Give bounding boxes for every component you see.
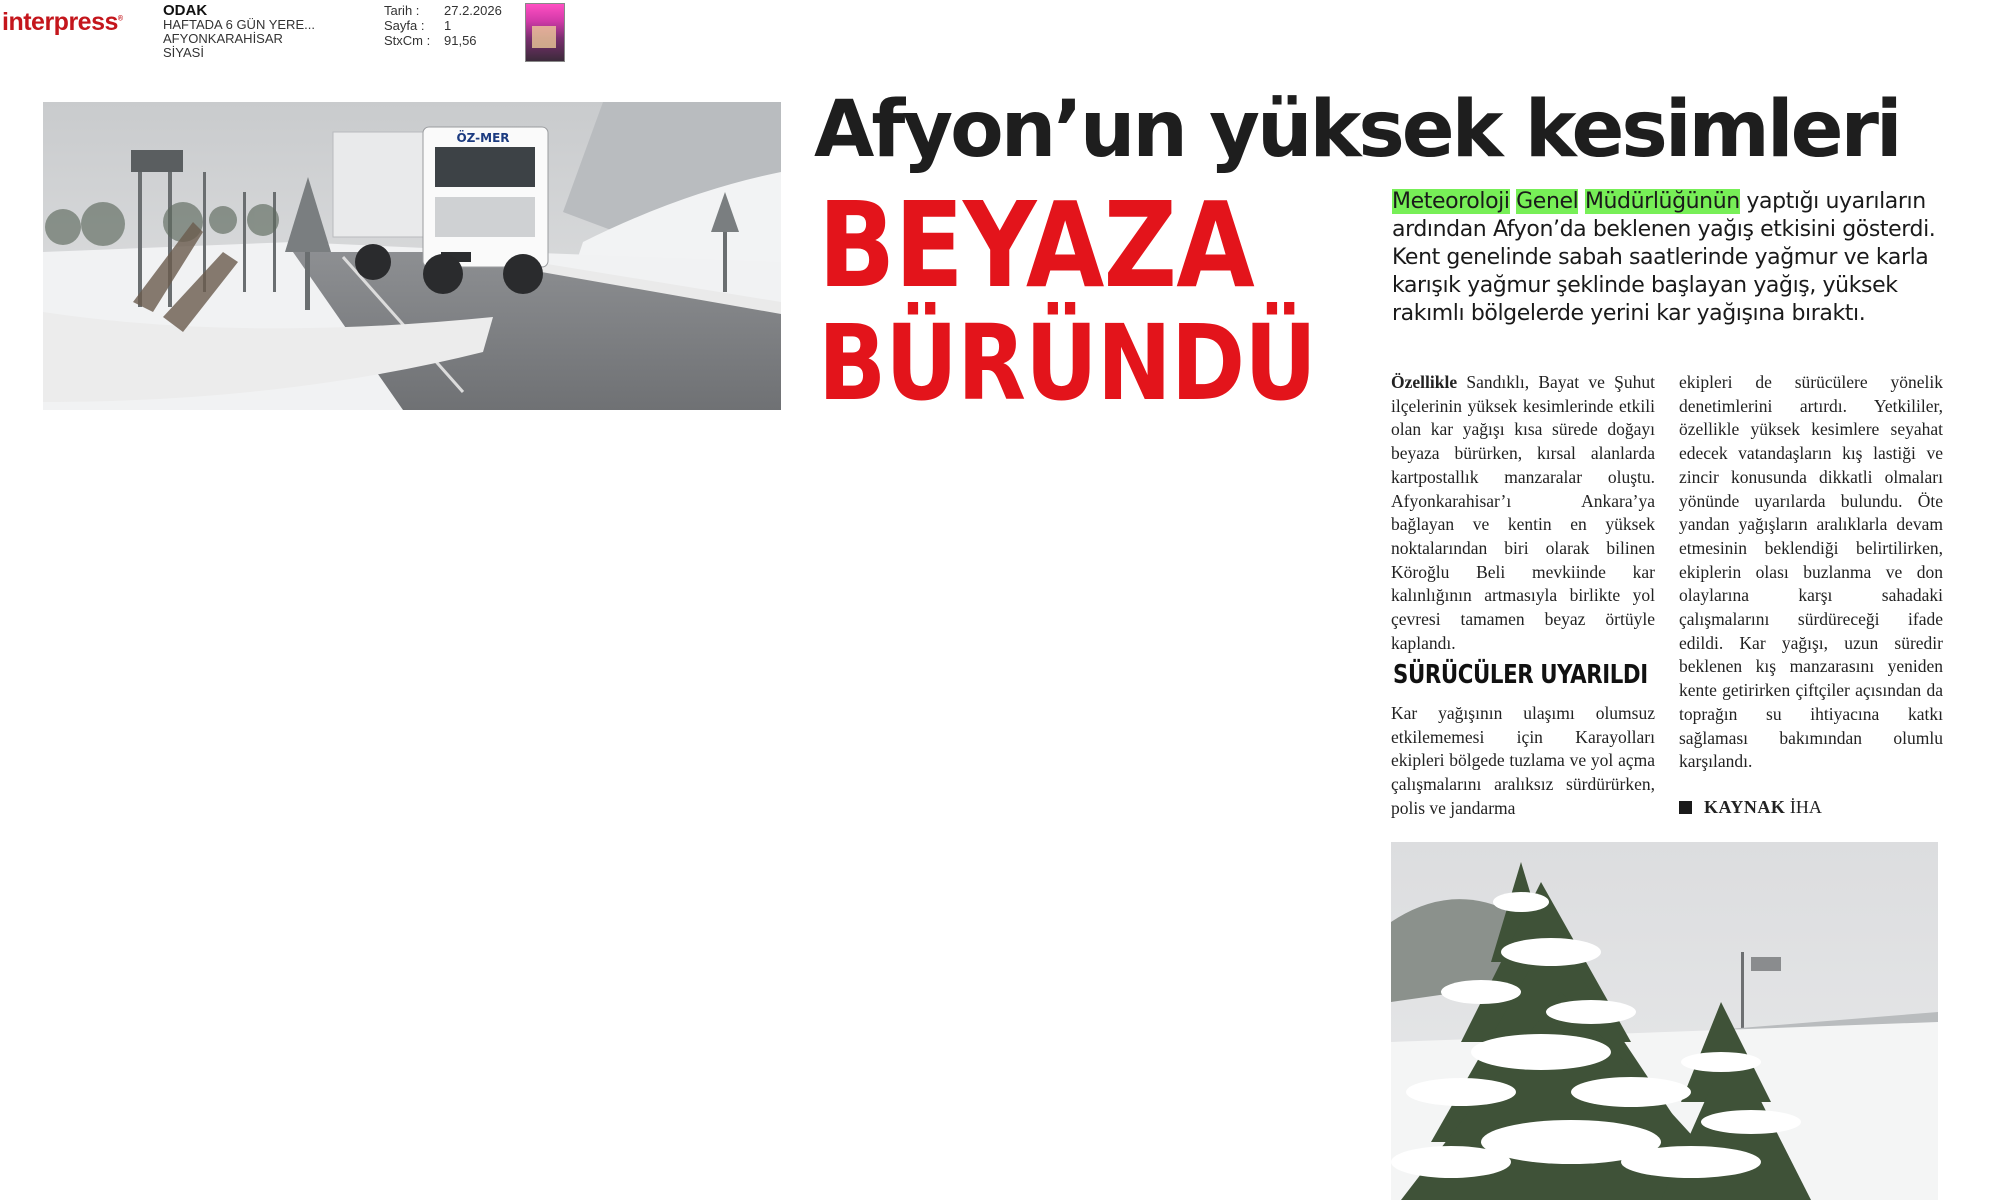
- body-paragraph-2: Kar yağışının ulaşımı olumsuz etkilememesi için Karayolları ekipleri bölgede tuzlama ve yol açma çalışmalarını aralıksız sürdürürken, polis ve jandarma: [1391, 703, 1655, 818]
- highlight-term: Meteoroloji: [1392, 189, 1510, 214]
- source-credit: [1679, 797, 1822, 818]
- headline-main-line2: BÜRÜNDÜ: [818, 302, 1317, 424]
- bullet-square-icon: [1679, 801, 1692, 814]
- interpress-logo: interpress®: [2, 8, 123, 36]
- publication-info: [163, 4, 315, 60]
- highlight-term: Müdürlüğünün: [1584, 189, 1740, 214]
- page-label: Sayfa :: [384, 18, 425, 33]
- source-label: KAYNAK: [1704, 797, 1786, 817]
- stxcm-label: StxCm :: [384, 33, 431, 48]
- clipping-header: [0, 0, 600, 70]
- date-label: Tarih :: [384, 3, 420, 18]
- lead-text: yaptığı uyarıların ardından Afyon’da beklenen yağış etkisini gösterdi. Kent genelinde sabah saatlerinde yağmur ve karla karışık yağmur şeklinde başlayan yağış, yüksek rakımlı bölgelerde yerini kar yağışına bıraktı.: [1392, 189, 1936, 326]
- page-value: 1: [444, 18, 452, 33]
- body-column-1: [1391, 371, 1655, 655]
- headline-kicker: Afyon’un yüksek kesimleri: [814, 85, 1900, 175]
- publication-name: ODAK: [163, 2, 208, 19]
- stxcm-value: 91,56: [444, 33, 477, 48]
- publication-city: AFYONKARAHİSAR: [163, 31, 283, 46]
- subheading: SÜRÜCÜLER UYARILDI: [1393, 660, 1648, 690]
- page-thumbnail[interactable]: [525, 3, 565, 62]
- date-value: 27.2.2026: [444, 3, 502, 18]
- publication-category: SİYASİ: [163, 45, 204, 60]
- headline-main-line1: BEYAZA: [818, 176, 1254, 314]
- lead-paragraph: [1392, 188, 1952, 328]
- clipping-meta: [384, 3, 502, 48]
- snowy-pine-tree-photo: [1391, 842, 1938, 1200]
- highlight-term: Genel: [1516, 189, 1579, 214]
- body-paragraph-3: ekipleri de sürücülere yönelik denetimlerini artırdı. Yetkililer, özellikle yüksek kesimlere seyahat edecek vatandaşların kış lastiği ve zincir konusunda dikkatli olmaları yönünde uyarılarda bulundu. Öte yandan yağışların aralıklarla devam etmesinin beklendiği belirtilirken, ekiplerin olası buzlanma ve don olaylarına karşı sahadaki çalışmalarını sürdüreceği ifade edildi. Kar yağışı, uzun süredir beklenen kış manzarasını yeniden kente getirirken çiftçiler açısından da toprağın su ihtiyacına katkı sağlaması bakımından olumlu karşılandı.: [1679, 372, 1943, 772]
- truck-brand-text: ÖZ-MER: [456, 131, 510, 145]
- publication-frequency: HAFTADA 6 GÜN YERE...: [163, 17, 315, 32]
- body-paragraph-1: Sandıklı, Bayat ve Şuhut ilçelerinin yüksek kesimlerinde etkili olan kar yağışı kısa sürede doğayı beyaza bürürken, kırsal alanlarda kartpostallık manzaralar oluştu. Afyonkarahisar’ı Ankara’ya bağlayan ve kentin en yüksek noktalarından biri olarak bilinen Köroğlu Beli mevkiinde kar kalınlığının artmasıyla birlikte yol çevresi tamamen beyaz örtüyle kaplandı.: [1391, 372, 1655, 653]
- body-lead-word: Özellikle: [1391, 372, 1458, 392]
- source-value: İHA: [1785, 797, 1822, 817]
- snowy-road-truck-photo: [43, 102, 781, 410]
